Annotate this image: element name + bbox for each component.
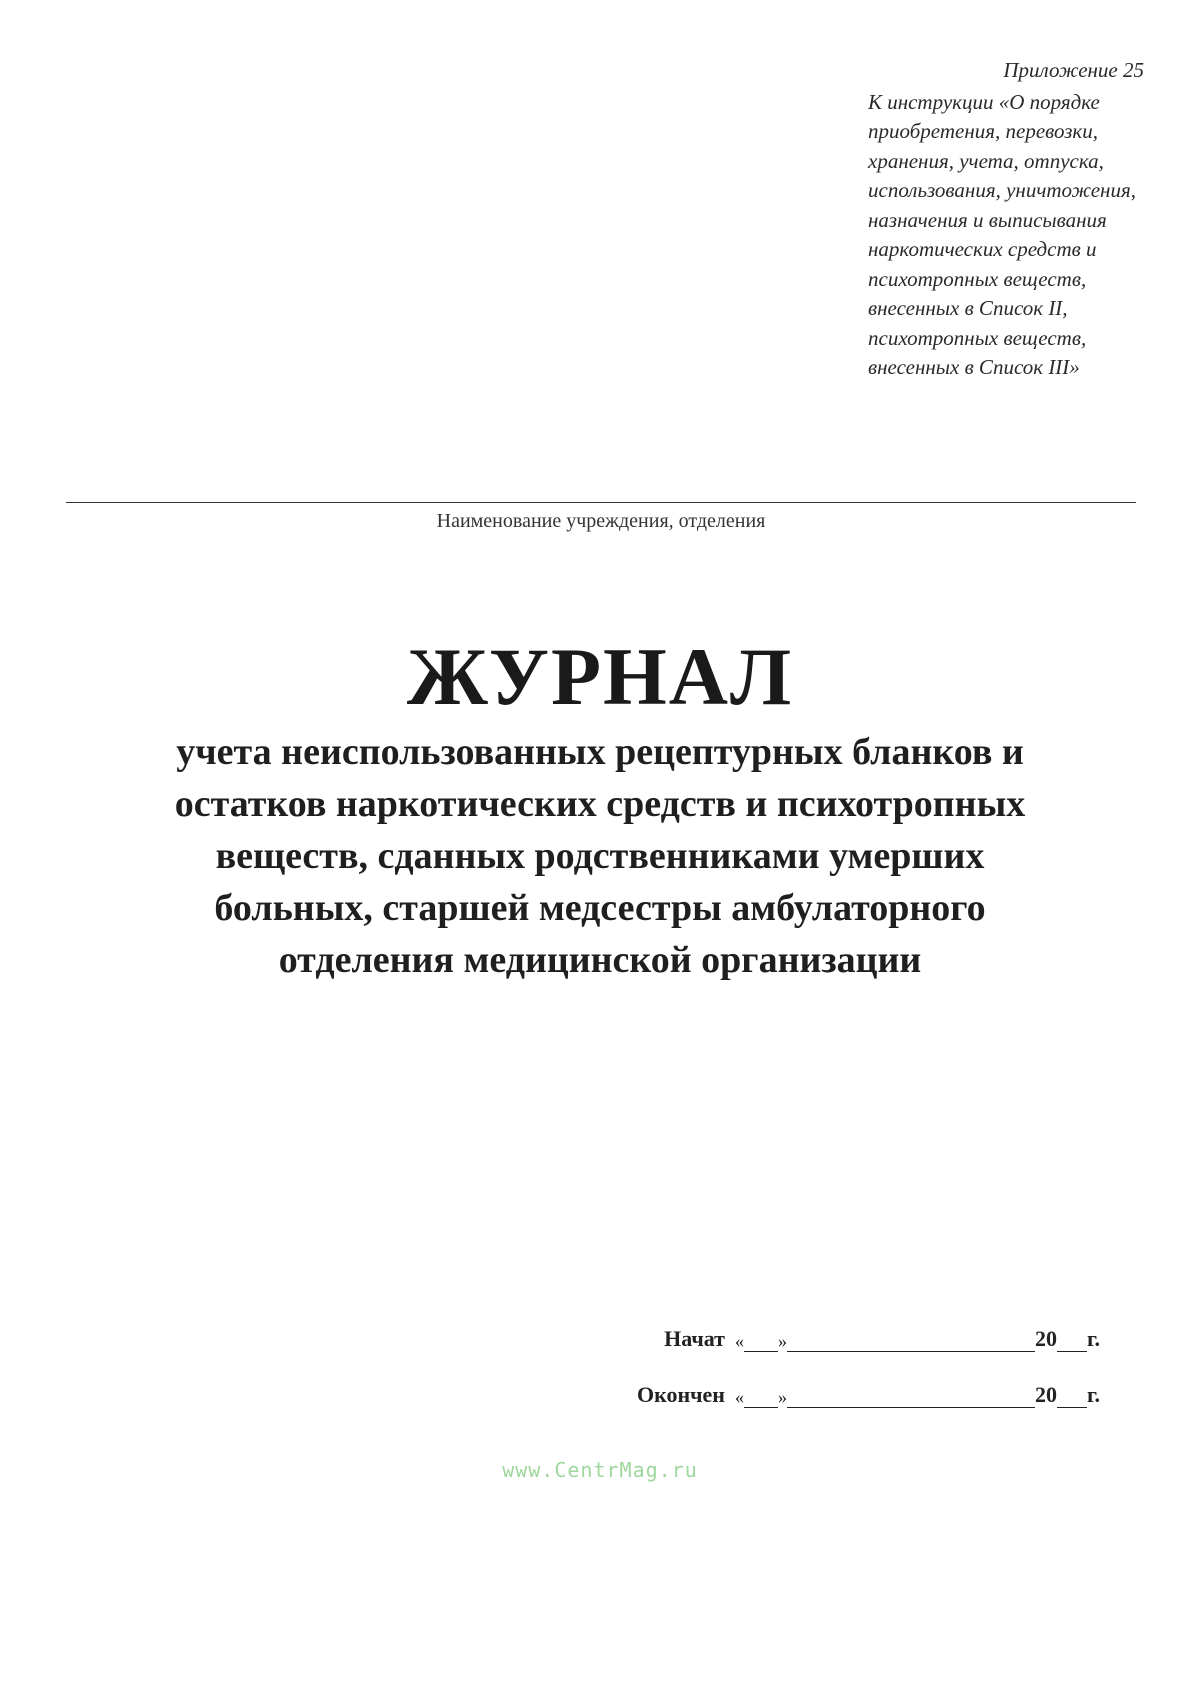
appendix-line: приобретения, перевозки,: [868, 119, 1098, 143]
organization-name-caption: Наименование учреждения, отделения: [436, 510, 766, 532]
appendix-line: хранения, учета, отпуска,: [868, 148, 1104, 173]
appendix-line: использования, уничтожения,: [868, 178, 1136, 202]
century-text: 20: [1034, 1326, 1057, 1351]
year-suffix: г.: [1086, 1382, 1100, 1407]
subtitle-line: отделения медицинской организации: [278, 939, 922, 981]
appendix-line: психотропных веществ,: [868, 325, 1087, 350]
dates-block: [600, 1322, 1100, 1434]
year-suffix: г.: [1086, 1326, 1100, 1351]
open-quote: «: [734, 1331, 744, 1351]
subtitle-line: учета неиспользованных рецептурных бланков и: [176, 731, 1024, 773]
month-blank: [787, 1331, 1035, 1352]
appendix-line: К инструкции «О порядке: [868, 89, 1100, 114]
subtitle-line: веществ, сданных родственниками умерших: [215, 835, 985, 877]
day-blank: [744, 1331, 778, 1352]
day-blank: [744, 1387, 778, 1408]
appendix-line: внесенных в Список II,: [868, 296, 1068, 320]
appendix-line: внесенных в Список III»: [868, 355, 1080, 379]
appendix-line: психотропных веществ,: [868, 266, 1087, 291]
organization-name-line: [66, 502, 1136, 503]
subtitle-line: остатков наркотических средств и психотропных: [174, 783, 1026, 825]
open-quote: «: [734, 1387, 744, 1407]
watermark: www.CentrMag.ru: [502, 1458, 698, 1482]
started-label: Начат: [664, 1326, 725, 1351]
appendix-number: Приложение 25: [1003, 58, 1144, 82]
appendix-line: назначения и выписывания: [868, 207, 1107, 232]
year-blank: [1057, 1387, 1087, 1408]
journal-title: ЖУРНАЛ: [406, 631, 794, 722]
ended-label: Окончен: [636, 1382, 725, 1407]
close-quote: »: [777, 1331, 787, 1351]
started-date-row: [600, 1322, 1100, 1352]
century-text: 20: [1034, 1382, 1057, 1407]
month-blank: [787, 1387, 1035, 1408]
close-quote: »: [777, 1387, 787, 1407]
appendix-line: наркотических средств и: [868, 237, 1097, 261]
ended-date-row: [600, 1378, 1100, 1408]
journal-subtitle: [60, 726, 1140, 986]
appendix-block: [868, 56, 1188, 383]
year-blank: [1057, 1331, 1087, 1352]
subtitle-line: больных, старшей медсестры амбулаторного: [214, 887, 986, 929]
